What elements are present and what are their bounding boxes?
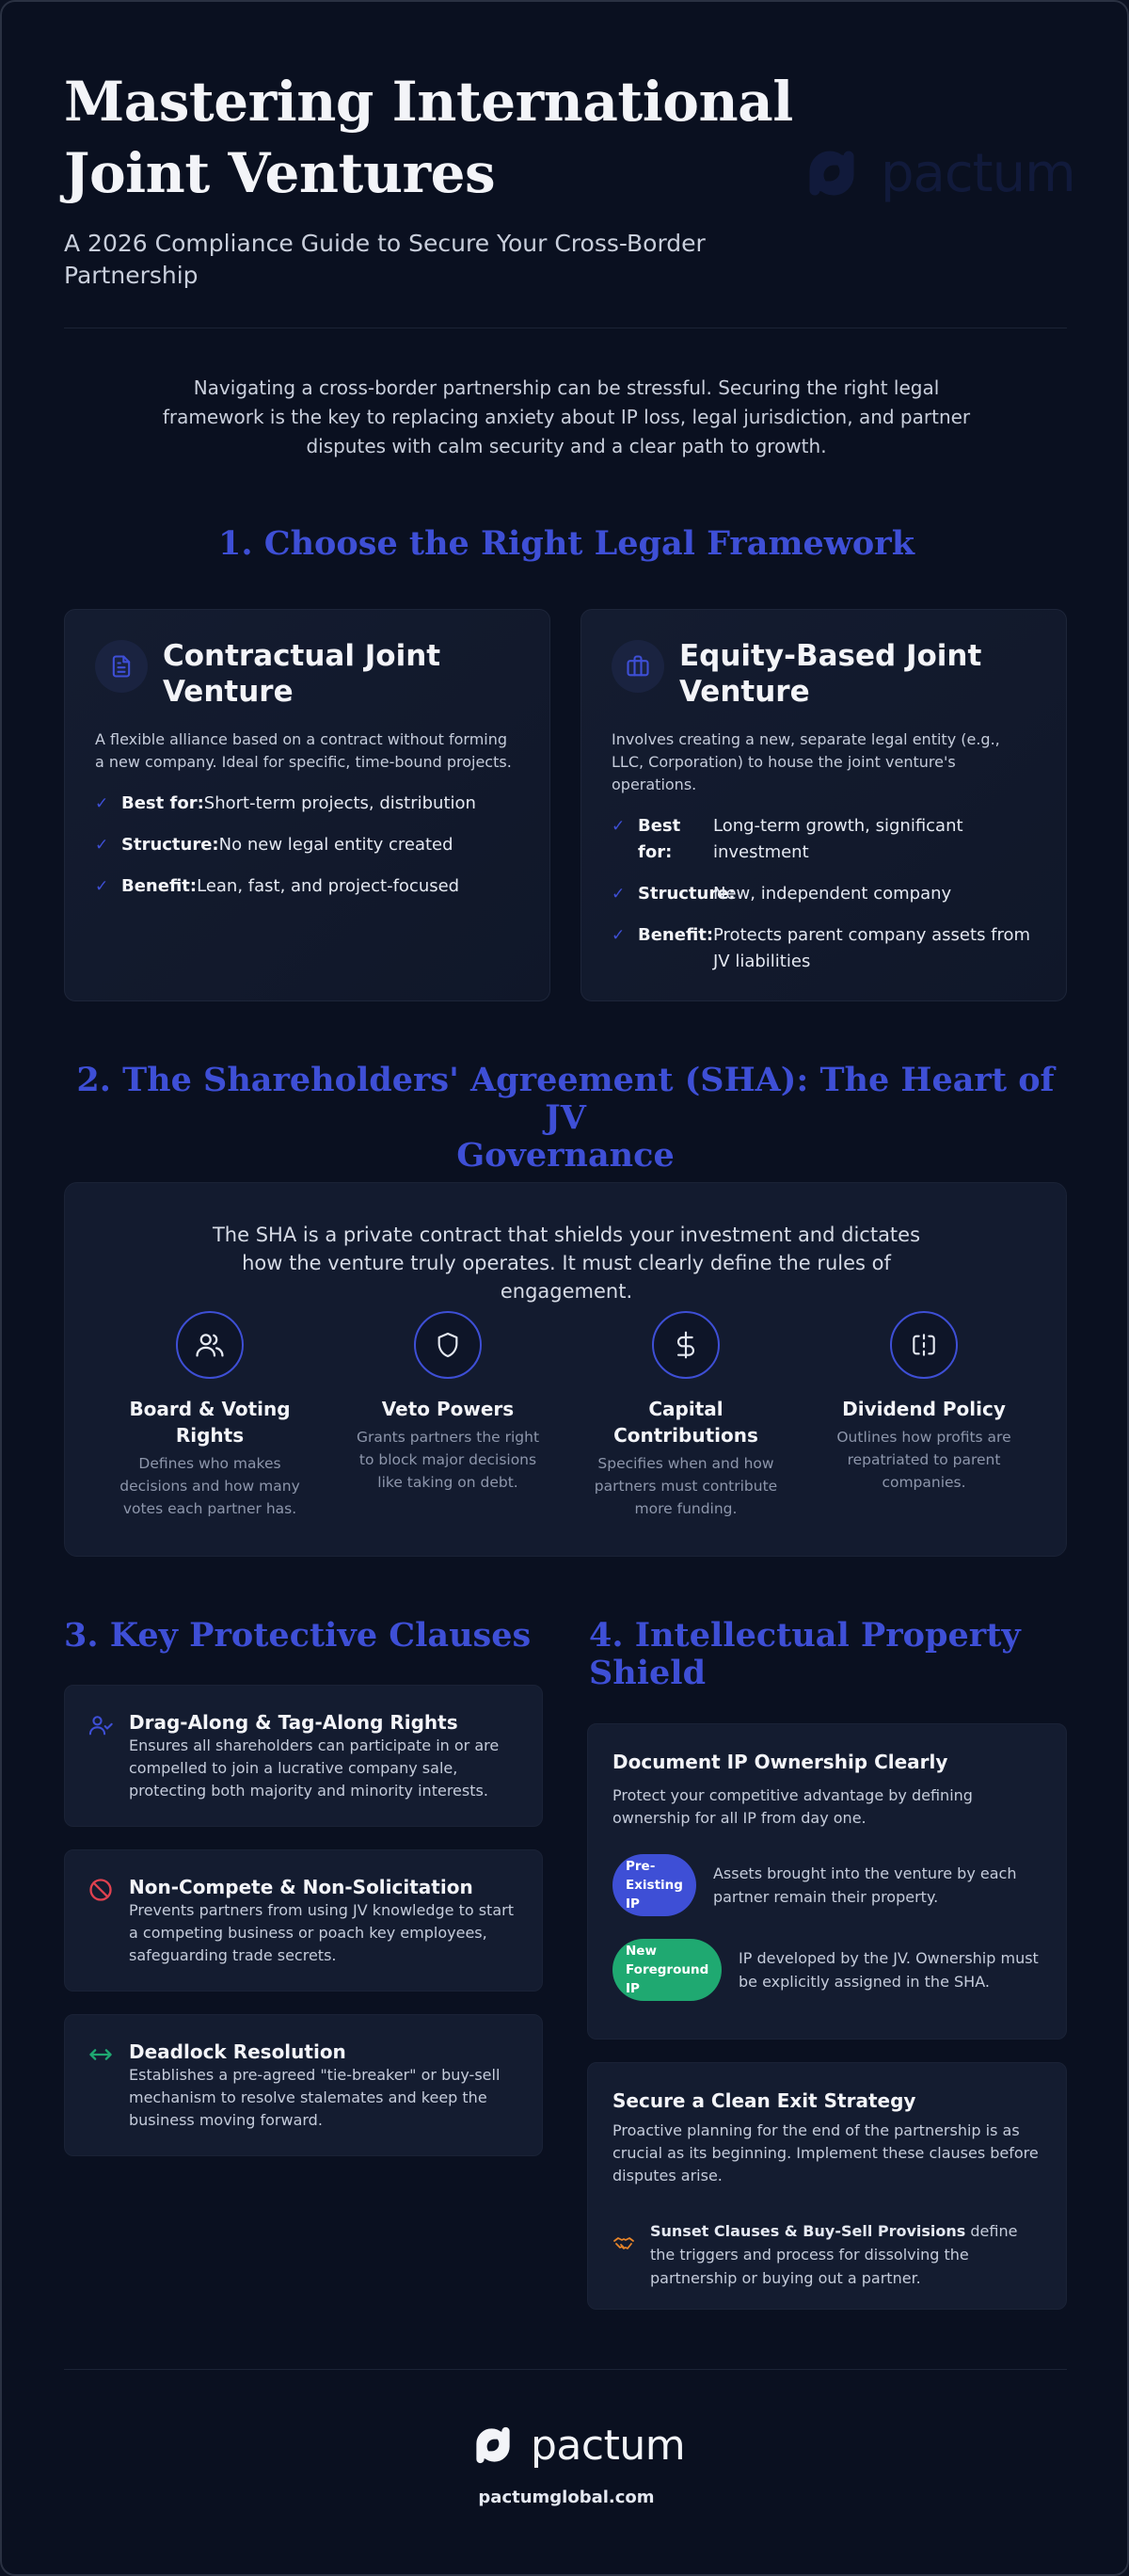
new-foreground-ip-pill: New Foreground IP (612, 1939, 722, 2001)
split-icon (890, 1311, 958, 1379)
jv-feature-item (95, 832, 519, 858)
equity-jv-card (580, 609, 1067, 1001)
clause-description: Ensures all shareholders can participate in or are compelled to join a lucrative company sale, protecting both majority and minority interests. (129, 1736, 500, 1800)
jv-card-description: A flexible alliance based on a contract without forming a new company. Ideal for specific, time-bound projects. (95, 730, 512, 771)
user-check-icon (87, 1712, 114, 1738)
title-line-2: Joint Ventures (64, 141, 496, 205)
dollar-icon (652, 1311, 720, 1379)
section-4-title-line-2: Shield (589, 1654, 707, 1692)
jv-card-title: Equity-Based Joint Venture (679, 639, 982, 709)
clause-description: Establishes a pre-agreed "tie-breaker" or buy-sell mechanism to resolve stalemates and keep the business moving forward. (129, 2066, 501, 2129)
jv-feature-item (612, 813, 1036, 866)
users-icon (176, 1311, 244, 1379)
feature-key: Benefit: (638, 925, 714, 945)
ip-row-pre-existing (612, 1854, 1042, 1916)
contractual-jv-card (64, 609, 550, 1001)
document-icon (95, 640, 148, 693)
section-4-title-line-1: 4. Intellectual Property (589, 1616, 1021, 1655)
feature-value: Protects parent company assets from JV liabilities (713, 925, 1031, 971)
pillar-description: Outlines how profits are repatriated to parent companies. (836, 1429, 1011, 1491)
section-4-title (589, 1617, 1021, 1692)
exit-strategy-card (587, 2062, 1067, 2310)
ip-row-new-foreground (612, 1939, 1042, 2001)
pillar-title: Dividend Policy (842, 1398, 1006, 1420)
jv-feature-item (612, 881, 1036, 907)
feature-key: Best for: (638, 816, 681, 862)
exit-card-title: Secure a Clean Exit Strategy (612, 2089, 916, 2112)
sha-card (64, 1182, 1067, 1557)
pactum-logo-icon (794, 136, 869, 211)
ip-row-text: Assets brought into the venture by each partner remain their property. (712, 1864, 1017, 1906)
pillar-description: Defines who makes decisions and how many votes each partner has. (119, 1455, 300, 1517)
intro-text: Navigating a cross-border partnership can be stressful. Securing the right legal framework is the key to replacing anxiety about IP loss, legal jurisdiction, and partner disputes with calm security and a clear path to growth. (162, 376, 971, 457)
check-icon: ✓ (95, 836, 109, 855)
exit-provision-text (650, 2219, 1042, 2290)
exit-provision-rest: define the triggers and process for dissolving the partnership or buying out a partner. (650, 2222, 1018, 2287)
handshake-icon (612, 2232, 635, 2255)
exit-provision-bold: Sunset Clauses & Buy-Sell Provisions (650, 2222, 966, 2240)
pillar-board-voting (106, 1311, 313, 1520)
pillar-description: Specifies when and how partners must contribute more funding. (594, 1455, 778, 1517)
pillar-title: Veto Powers (381, 1398, 515, 1420)
ip-card-description: Protect your competitive advantage by defining ownership for all IP from day one. (612, 1786, 973, 1827)
feature-key: Best for: (121, 793, 204, 813)
sha-description: The SHA is a private contract that shields your investment and dictates how the venture truly operates. It must clearly define the rules of engagement. (212, 1224, 921, 1303)
exit-card-description: Proactive planning for the end of the partnership is as crucial as its beginning. Implement these clauses before disputes arise. (612, 2121, 1039, 2184)
hero (64, 66, 817, 292)
jv-feature-item (612, 922, 1036, 975)
jv-feature-item (95, 791, 519, 817)
pactum-logo-icon (465, 2417, 521, 2473)
arrows-horizontal-icon (87, 2041, 114, 2068)
pillar-title: Board & Voting Rights (129, 1398, 291, 1447)
exit-provision-row (612, 2219, 1042, 2290)
page-subtitle: A 2026 Compliance Guide to Secure Your Cross-Border Partnership (64, 230, 706, 289)
clause-drag-tag-along (64, 1685, 543, 1827)
clause-title: Deadlock Resolution (129, 2040, 346, 2063)
prohibited-icon (87, 1877, 114, 1903)
pillar-capital-contributions (582, 1311, 789, 1520)
section-3-title: 3. Key Protective Clauses (64, 1616, 532, 1655)
ip-card-title: Document IP Ownership Clearly (612, 1751, 948, 1773)
title-line-1: Mastering International (64, 70, 793, 134)
check-icon: ✓ (95, 877, 109, 896)
feature-value: Long-term growth, significant investment (713, 816, 963, 862)
pillar-description: Grants partners the right to block major decisions like taking on debt. (356, 1429, 540, 1491)
section-2-title-line-2: Governance (456, 1136, 675, 1175)
jv-card-title: Contractual Joint Venture (163, 639, 441, 709)
jv-card-description: Involves creating a new, separate legal entity (e.g., LLC, Corporation) to house the joint venture's operations. (612, 730, 1000, 793)
feature-key: Structure: (638, 884, 736, 904)
feature-value: Lean, fast, and project-focused (197, 876, 460, 896)
section-2-title (64, 1062, 1067, 1175)
feature-value: Short-term projects, distribution (203, 793, 476, 813)
shield-icon (414, 1311, 482, 1379)
clause-title: Non-Compete & Non-Solicitation (129, 1876, 473, 1898)
feature-value: New, independent company (713, 884, 952, 904)
pre-existing-ip-pill: Pre-Existing IP (612, 1854, 696, 1916)
section-2-title-line-1: 2. The Shareholders' Agreement (SHA): The Heart of JV (76, 1061, 1055, 1137)
page-title (64, 66, 817, 209)
footer-logo (465, 2417, 685, 2473)
feature-key: Benefit: (121, 876, 198, 896)
section-1-title: 1. Choose the Right Legal Framework (218, 524, 914, 563)
clause-title: Drag-Along & Tag-Along Rights (129, 1711, 458, 1734)
clause-description: Prevents partners from using JV knowledge to start a competing business or poach key employees, safeguarding trade secrets. (129, 1901, 514, 1964)
pillar-veto-powers (344, 1311, 551, 1494)
check-icon: ✓ (95, 794, 109, 813)
clause-non-compete (64, 1849, 543, 1992)
check-icon: ✓ (612, 926, 626, 945)
check-icon: ✓ (612, 885, 626, 904)
check-icon: ✓ (612, 817, 626, 836)
pillar-dividend-policy (820, 1311, 1027, 1494)
briefcase-icon (612, 640, 664, 693)
footer-url[interactable]: pactumglobal.com (478, 2488, 655, 2507)
feature-value: No new legal entity created (218, 835, 453, 855)
footer-divider (64, 2369, 1067, 2370)
ip-row-text: IP developed by the JV. Ownership must be explicitly assigned in the SHA. (739, 1949, 1039, 1991)
jv-feature-item (95, 873, 519, 900)
feature-key: Structure: (121, 835, 219, 855)
ip-ownership-card (587, 1723, 1067, 2040)
clause-deadlock-resolution (64, 2014, 543, 2156)
pillar-title: Capital Contributions (613, 1398, 758, 1447)
footer-brand-name: pactum (531, 2421, 686, 2470)
watermark-brand-name: pactum (881, 142, 1075, 204)
watermark-logo (794, 136, 1075, 211)
